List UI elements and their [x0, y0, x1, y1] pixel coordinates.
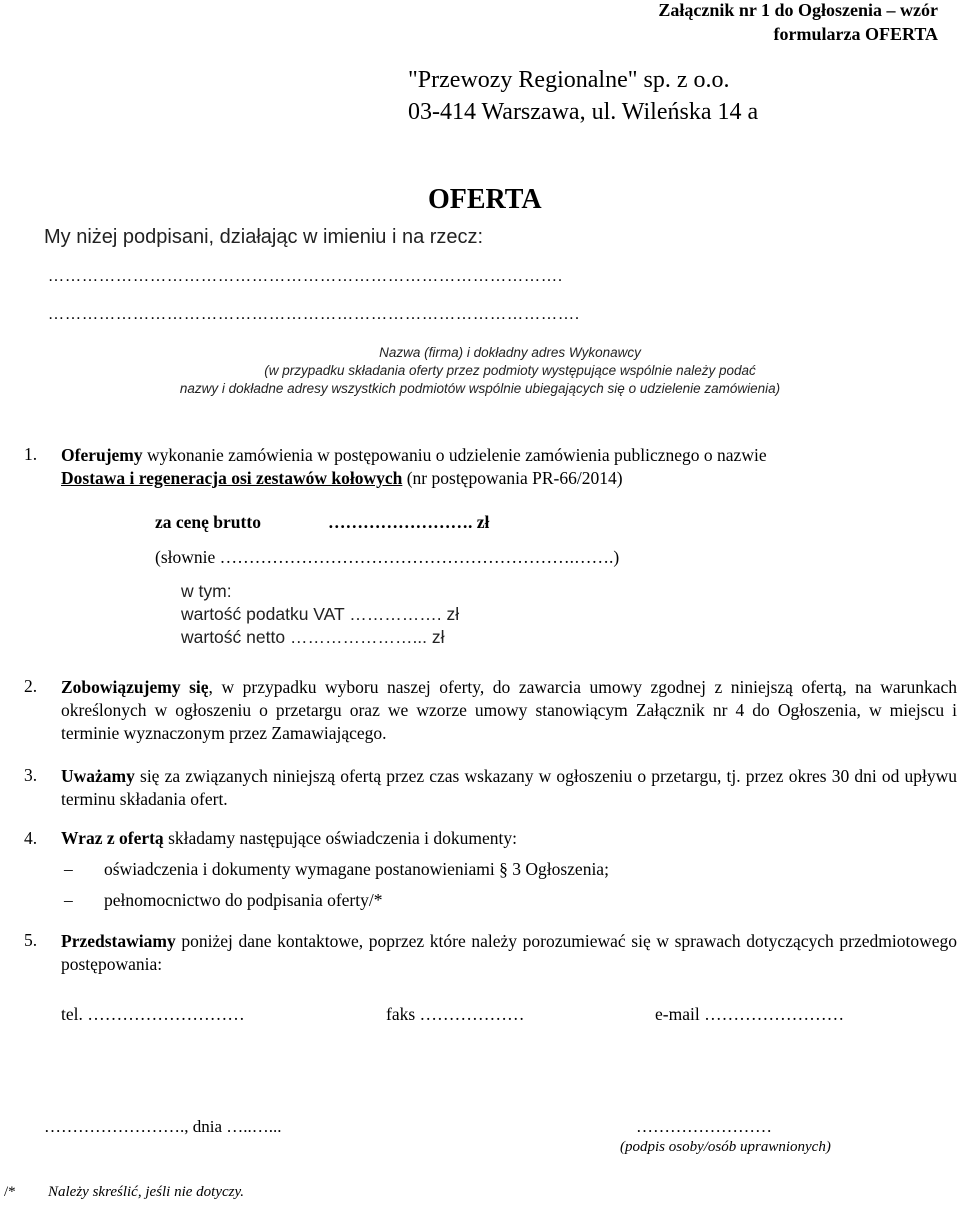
price-vat: wartość podatku VAT ……………. zł	[181, 604, 460, 624]
item-1-text	[61, 444, 957, 490]
item-1-body-2: (nr postępowania PR-66/2014)	[402, 468, 623, 488]
item-5-number: 5.	[24, 930, 38, 950]
item-2-body: , w przypadku wyboru naszej oferty, do zawarcia umowy zgodnej z niniejszą ofertą, na warunkach określonych w ogłoszeniu o przetargu oraz we wzorze umowy stanowiącym Załącznik nr 4 do Ogłoszenia, w miejscu i terminie wyznaczonym przez Zamawiającego.	[61, 677, 957, 743]
contact-email: e-mail ……………………	[655, 1004, 845, 1024]
price-gross-value: ……………………. zł	[328, 512, 490, 532]
price-net: wartość netto …………………... zł	[181, 627, 445, 647]
signature-dotline: ……………………	[636, 1117, 772, 1136]
company-block	[408, 64, 758, 128]
document-title: OFERTA	[428, 184, 542, 215]
contractor-dotline-1: ……………………………………………………………………………….	[48, 268, 563, 285]
item-5-lead: Przedstawiamy	[61, 931, 176, 951]
company-address: 03-414 Warszawa, ul. Wileńska 14 a	[408, 99, 759, 125]
item-5-text	[61, 930, 957, 976]
contractor-note-line-3: nazwy i dokładne adresy wszystkich podmiotów wspólnie ubiegających się o udzielenie zamówienia)	[179, 381, 781, 396]
footnote-mark: /*	[4, 1184, 16, 1200]
item-3-number: 3.	[24, 765, 38, 785]
item-5-body: poniżej dane kontaktowe, poprzez które należy porozumiewać się w sprawach dotyczących przedmiotowego postępowania:	[61, 931, 957, 974]
item-4-lead: Wraz z ofertą	[61, 828, 164, 848]
contractor-dotline-2: ………………………………………………………………………………….	[48, 306, 580, 323]
footnote-text: Należy skreślić, jeśli nie dotyczy.	[48, 1184, 245, 1200]
bullet-dash-2: –	[64, 890, 73, 910]
item-4-text	[61, 828, 517, 849]
bullet-item-2: pełnomocnictwo do podpisania oferty/*	[104, 890, 383, 910]
price-including-label: w tym:	[181, 581, 232, 601]
signature-label: (podpis osoby/osób uprawnionych)	[620, 1139, 831, 1155]
procurement-name: Dostawa i regeneracja osi zestawów kołowych	[61, 468, 403, 488]
contact-fax: faks ………………	[386, 1004, 525, 1024]
item-2-text	[61, 676, 957, 745]
item-4-body: składamy następujące oświadczenia i dokumenty:	[163, 828, 517, 848]
item-1-lead: Oferujemy	[61, 445, 143, 465]
item-2-lead: Zobowiązujemy się	[61, 677, 209, 697]
bullet-item-1: oświadczenia i dokumenty wymagane postanowieniami § 3 Ogłoszenia;	[104, 859, 609, 879]
contractor-note-line-2: (w przypadku składania oferty przez podmioty występujące wspólnie należy podać	[264, 363, 756, 378]
bullet-dash-1: –	[64, 859, 73, 879]
company-name: "Przewozy Regionalne" sp. z o.o.	[408, 67, 730, 93]
item-1-body: wykonanie zamówienia w postępowaniu o udzielenie zamówienia publicznego o nazwie	[142, 445, 767, 465]
intro-text: My niżej podpisani, działając w imieniu i na rzecz:	[44, 226, 484, 248]
item-1-number: 1.	[24, 444, 38, 464]
contractor-note	[0, 344, 960, 398]
contact-tel: tel. ………………………	[61, 1004, 245, 1024]
item-2-number: 2.	[24, 676, 38, 696]
price-gross-label: za cenę brutto	[155, 512, 261, 532]
place-date-line: ……………………., dnia …..…...	[44, 1117, 282, 1136]
item-3-lead: Uważamy	[61, 766, 135, 786]
attachment-line-1: Załącznik nr 1 do Ogłoszenia – wzór	[658, 0, 938, 20]
item-4-number: 4.	[24, 828, 38, 848]
price-breakdown	[181, 580, 459, 649]
attachment-label	[658, 0, 938, 46]
item-3-text	[61, 765, 957, 811]
price-in-words: (słownie …………………………………………………….…….)	[155, 547, 620, 567]
attachment-line-2: formularza OFERTA	[773, 24, 938, 44]
item-3-body: się za związanych niniejszą ofertą przez czas wskazany w ogłoszeniu o przetargu, tj. przez okres 30 dni od upływu terminu składania ofert.	[61, 766, 957, 809]
contractor-note-line-1: Nazwa (firma) i dokładny adres Wykonawcy	[379, 345, 641, 360]
